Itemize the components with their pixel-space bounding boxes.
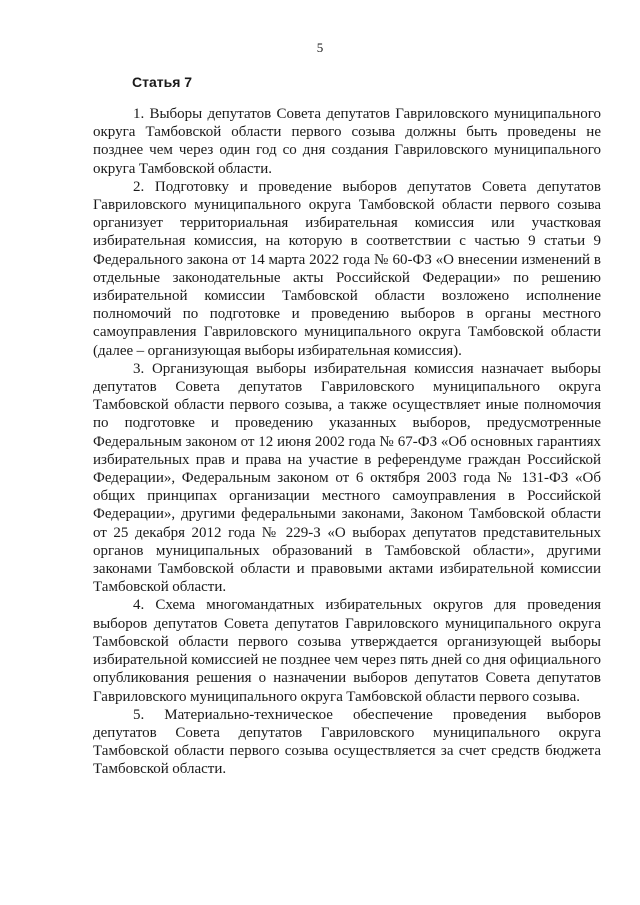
paragraph-3: 3. Организующая выборы избирательная комиссия назначает выборы депутатов Совета депутатов Гавриловского муниципального округа Тамбовской области первого созыва, а также осуществляет иные полномочия по подготовке и проведению указанных выборов, предусмотренные Федеральным законом от 12 июня 2002 года № 67-ФЗ «Об основных гарантиях избирательных прав и права на участие в референдуме граждан Российской Федерации», Федеральным законом от 6 октября 2003 года № 131-ФЗ «Об общих принципах организации местного самоуправления в Российской Федерации», другими федеральными законами, Законом Тамбовской области от 25 декабря 2012 года № 229-З «О выборах депутатов представительных органов муниципальных образований в Тамбовской области», другими законами Тамбовской области и правовыми актами избирательной комиссии Тамбовской области.: [93, 360, 601, 596]
article-body: [93, 105, 601, 779]
paragraph-4: 4. Схема многомандатных избирательных округов для проведения выборов депутатов Совета депутатов Гавриловского муниципального округа Тамбовской области первого созыва утверждается организующей выборы избирательной комиссией не позднее чем через пять дней со дня официального опубликования решения о назначении выборов депутатов Совета депутатов Гавриловского муниципального округа Тамбовской области первого созыва.: [93, 597, 601, 705]
page-number: 5: [316, 40, 324, 55]
article-title: Статья 7: [132, 74, 193, 90]
paragraph-5: 5. Материально-техническое обеспечение проведения выборов депутатов Совета депутатов Гавриловского муниципального округа Тамбовской области первого созыва осуществляется за счет средств бюджета Тамбовской области.: [93, 706, 601, 778]
paragraph-1: 1. Выборы депутатов Совета депутатов Гавриловского муниципального округа Тамбовской области первого созыва должны быть проведены не позднее чем через один год со дня создания Гавриловского муниципального округа Тамбовской области.: [93, 106, 601, 177]
paragraph-2: 2. Подготовку и проведение выборов депутатов Совета депутатов Гавриловского муниципального округа Тамбовской области первого созыва организует территориальная избирательная комиссия или участковая избирательная комиссия, на которую в соответствии с частью 9 статьи 9 Федерального закона от 14 марта 2022 года № 60-ФЗ «О внесении изменений в отдельные законодательные акты Российской Федерации» по решению избирательной комиссии Тамбовской области возложено исполнение полномочий по подготовке и проведению выборов в органы местного самоуправления Гавриловского муниципального округа Тамбовской области (далее – организующая выборы избирательная комиссия).: [93, 178, 601, 359]
